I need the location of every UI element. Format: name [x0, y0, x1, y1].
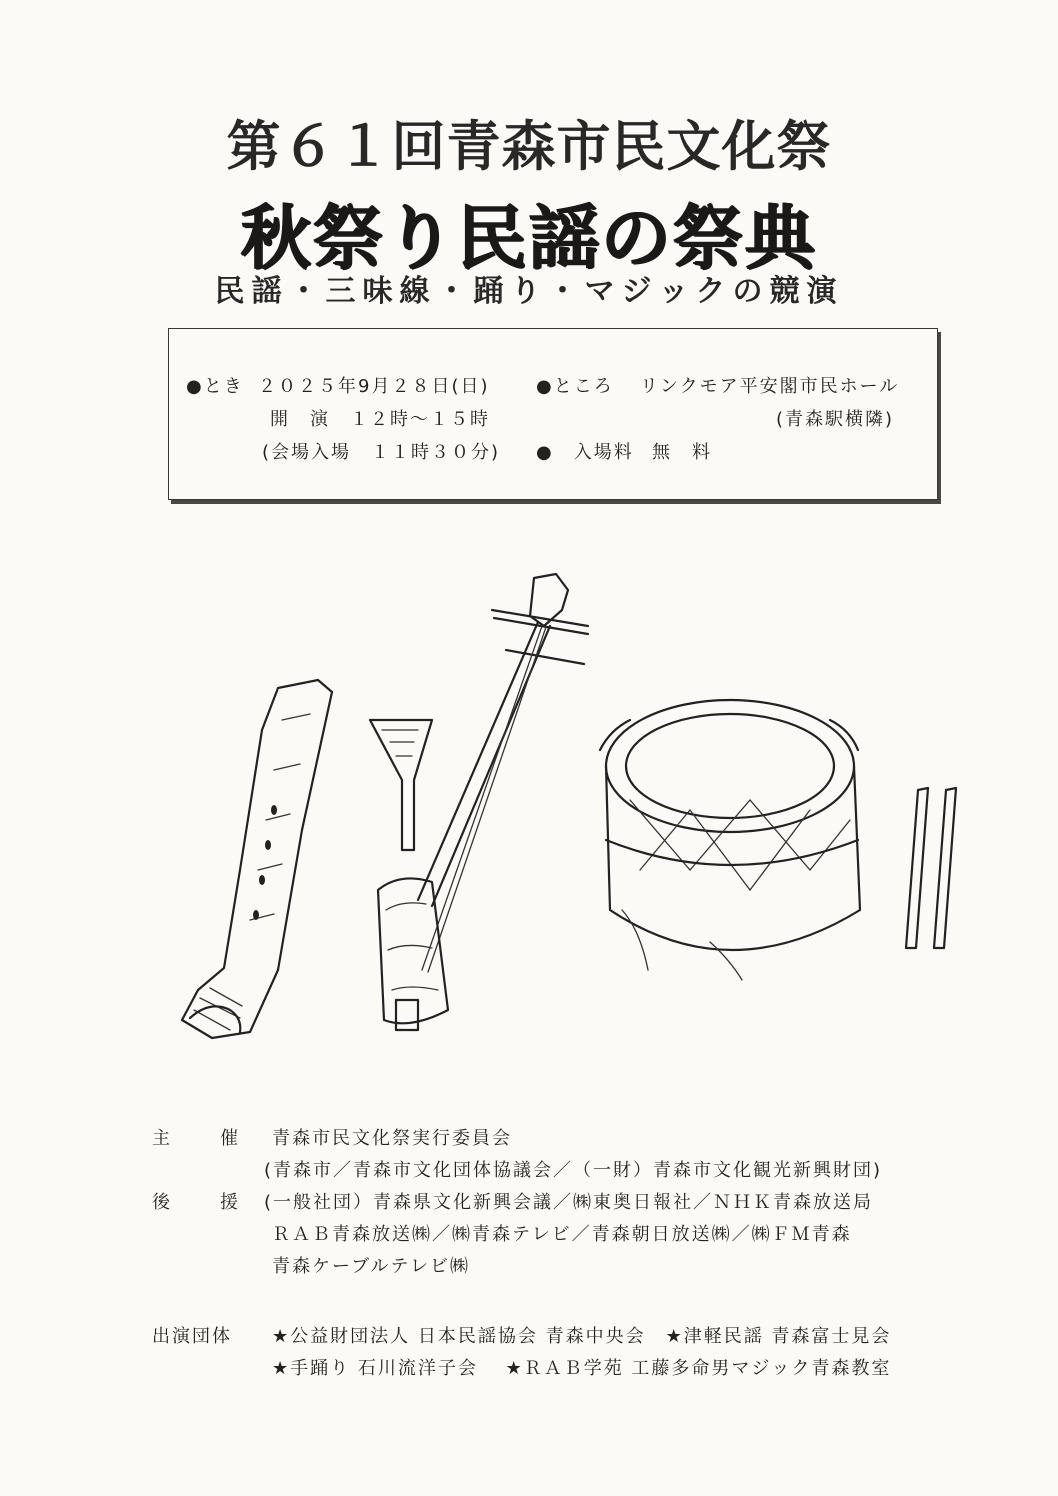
taiko-drum-icon: [600, 700, 860, 980]
support-line-2: ＲＡＢ青森放送㈱／㈱青森テレビ／青森朝日放送㈱／㈱ＦＭ青森: [272, 1224, 852, 1245]
performers-line-1: ★公益財団法人 日本民謡協会 青森中央会 ★津軽民謡 青森富士見会: [272, 1326, 892, 1347]
support-line-1: (一般社団）青森県文化新興会議／㈱東奥日報社／ＮＨＫ青森放送局: [264, 1192, 874, 1213]
drumsticks-icon: [906, 788, 956, 948]
performers-label: 出演団体: [152, 1326, 232, 1347]
support-line-3: 青森ケーブルテレビ㈱: [272, 1256, 471, 1277]
shakuhachi-icon: [182, 680, 332, 1038]
organizer-label: 主 催: [152, 1128, 254, 1149]
door-time: (会場入場 １１時３０分): [262, 442, 501, 463]
organizer-sub: (青森市／青森市文化団体協議会／（一財）青森市文化観光新興財団): [264, 1160, 883, 1181]
place-label: ●ところ: [536, 376, 614, 397]
fee-value: 無 料: [652, 442, 712, 463]
performers-line-2: ★手踊り 石川流洋子会 ★ＲＡＢ学苑 工藤多命男マジック青森教室: [272, 1358, 892, 1379]
date-label: ●とき: [186, 376, 244, 397]
start-time: 開 演 １２時～１５時: [270, 409, 490, 430]
shamisen-icon: [378, 574, 588, 1030]
support-label: 後 援: [152, 1192, 254, 1213]
place-value: リンクモア平安閣市民ホール: [640, 376, 900, 397]
organizer-name: 青森市民文化祭実行委員会: [272, 1128, 512, 1149]
event-title: 秋祭り民謡の祭典: [241, 196, 817, 279]
fee-label: ● 入場料: [536, 442, 634, 463]
plectrum-icon: [370, 720, 432, 850]
event-tagline: 民謡・三味線・踊り・マジックの競演: [214, 274, 844, 309]
date-value: ２０２５年9月２８日(日): [258, 376, 490, 397]
instruments-illustration: [170, 570, 990, 1070]
place-note: (青森駅横隣): [776, 409, 895, 430]
festival-title: 第６１回青森市民文化祭: [226, 115, 832, 178]
